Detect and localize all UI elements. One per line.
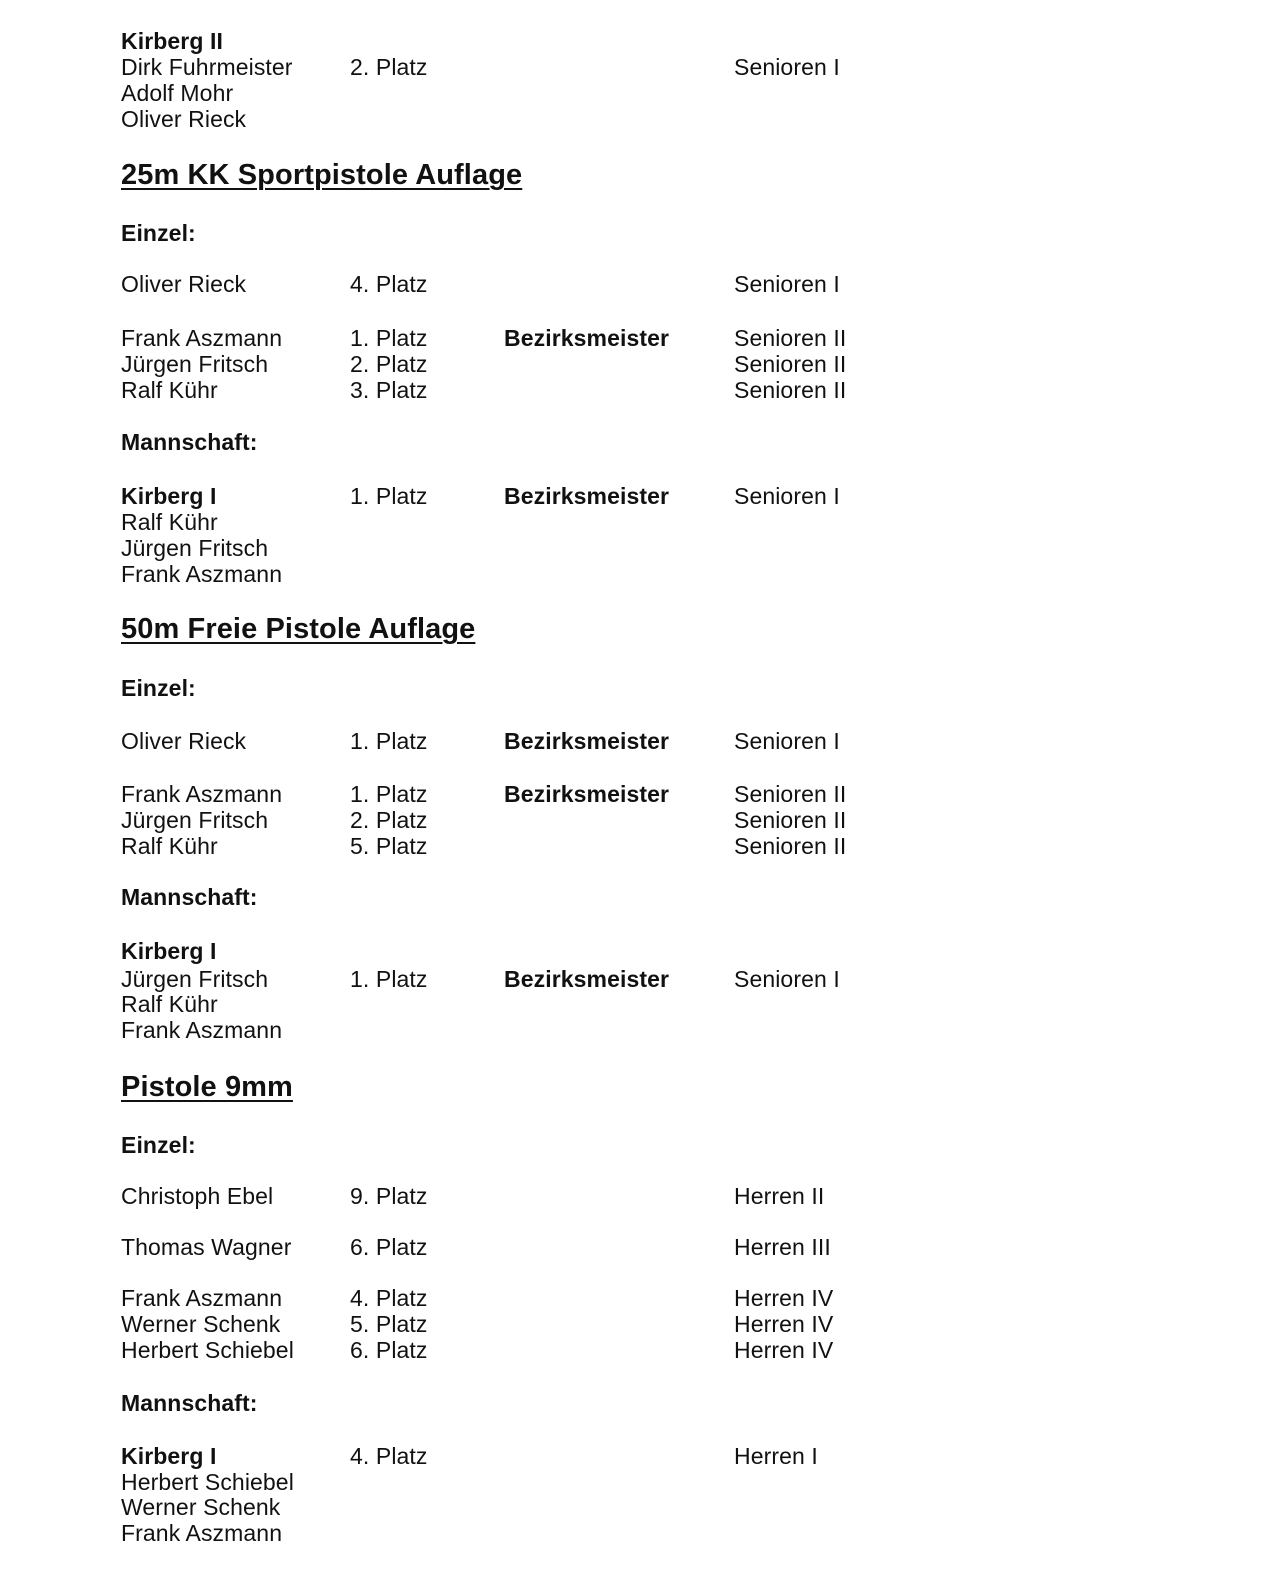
team-place: 4. Platz	[350, 1443, 428, 1469]
result-place: 4. Platz	[350, 271, 428, 297]
team-member: Oliver Rieck	[121, 106, 247, 132]
team-name: Kirberg I	[121, 1443, 217, 1469]
team-place: 1. Platz	[350, 966, 428, 992]
result-place: 1. Platz	[350, 781, 428, 807]
team-name: Kirberg I	[121, 483, 217, 509]
section-heading: 25m KK Sportpistole Auflage	[121, 159, 523, 191]
einzel-label: Einzel:	[121, 675, 196, 701]
result-place: 1. Platz	[350, 325, 428, 351]
result-place: 1. Platz	[350, 728, 428, 754]
team-member: Ralf Kühr	[121, 991, 218, 1017]
team-class: Senioren I	[734, 483, 840, 509]
result-name: Ralf Kühr	[121, 377, 218, 403]
team-class: Senioren I	[734, 966, 840, 992]
einzel-label: Einzel:	[121, 1132, 196, 1158]
mannschaft-label: Mannschaft:	[121, 1390, 258, 1416]
result-class: Herren II	[734, 1183, 825, 1209]
result-name: Oliver Rieck	[121, 728, 247, 754]
result-name: Thomas Wagner	[121, 1234, 292, 1260]
team-member: Dirk Fuhrmeister	[121, 54, 293, 80]
result-class: Herren IV	[734, 1337, 834, 1363]
result-place: 9. Platz	[350, 1183, 428, 1209]
team-place: 1. Platz	[350, 483, 428, 509]
team-class: Herren I	[734, 1443, 818, 1469]
result-place: 4. Platz	[350, 1285, 428, 1311]
team-member: Jürgen Fritsch	[121, 535, 269, 561]
result-place: 3. Platz	[350, 377, 428, 403]
team-name: Kirberg I	[121, 938, 217, 964]
team-member: Frank Aszmann	[121, 1017, 283, 1043]
result-class: Herren IV	[734, 1311, 834, 1337]
result-class: Senioren II	[734, 377, 847, 403]
result-place: 2. Platz	[350, 351, 428, 377]
result-name: Ralf Kühr	[121, 833, 218, 859]
result-class: Senioren II	[734, 351, 847, 377]
mannschaft-label: Mannschaft:	[121, 429, 258, 455]
team-member: Werner Schenk	[121, 1494, 281, 1520]
section-heading: 50m Freie Pistole Auflage	[121, 613, 476, 645]
result-class: Senioren II	[734, 325, 847, 351]
mannschaft-label: Mannschaft:	[121, 884, 258, 910]
team-member: Frank Aszmann	[121, 561, 283, 587]
result-name: Oliver Rieck	[121, 271, 247, 297]
result-class: Senioren II	[734, 833, 847, 859]
result-place: 6. Platz	[350, 1234, 428, 1260]
result-title: Bezirksmeister	[504, 728, 670, 754]
result-class: Herren IV	[734, 1285, 834, 1311]
team-member: Jürgen Fritsch	[121, 966, 269, 992]
team-member: Herbert Schiebel	[121, 1469, 294, 1495]
team-member: Frank Aszmann	[121, 1520, 283, 1546]
result-class: Herren III	[734, 1234, 831, 1260]
result-class: Senioren II	[734, 807, 847, 833]
result-class: Senioren I	[734, 271, 840, 297]
result-title: Bezirksmeister	[504, 781, 670, 807]
result-name: Jürgen Fritsch	[121, 351, 269, 377]
team-place: 2. Platz	[350, 54, 428, 80]
result-class: Senioren II	[734, 781, 847, 807]
result-name: Jürgen Fritsch	[121, 807, 269, 833]
result-name: Frank Aszmann	[121, 781, 283, 807]
team-member: Ralf Kühr	[121, 509, 218, 535]
team-name: Kirberg II	[121, 28, 223, 54]
result-name: Werner Schenk	[121, 1311, 281, 1337]
einzel-label: Einzel:	[121, 220, 196, 246]
team-class: Senioren I	[734, 54, 840, 80]
result-name: Frank Aszmann	[121, 1285, 283, 1311]
team-member: Adolf Mohr	[121, 80, 234, 106]
result-place: 5. Platz	[350, 1311, 428, 1337]
team-title: Bezirksmeister	[504, 966, 670, 992]
result-name: Herbert Schiebel	[121, 1337, 294, 1363]
result-place: 6. Platz	[350, 1337, 428, 1363]
result-name: Christoph Ebel	[121, 1183, 274, 1209]
result-place: 2. Platz	[350, 807, 428, 833]
result-place: 5. Platz	[350, 833, 428, 859]
result-name: Frank Aszmann	[121, 325, 283, 351]
result-title: Bezirksmeister	[504, 325, 670, 351]
section-heading: Pistole 9mm	[121, 1071, 293, 1103]
result-class: Senioren I	[734, 728, 840, 754]
team-title: Bezirksmeister	[504, 483, 670, 509]
